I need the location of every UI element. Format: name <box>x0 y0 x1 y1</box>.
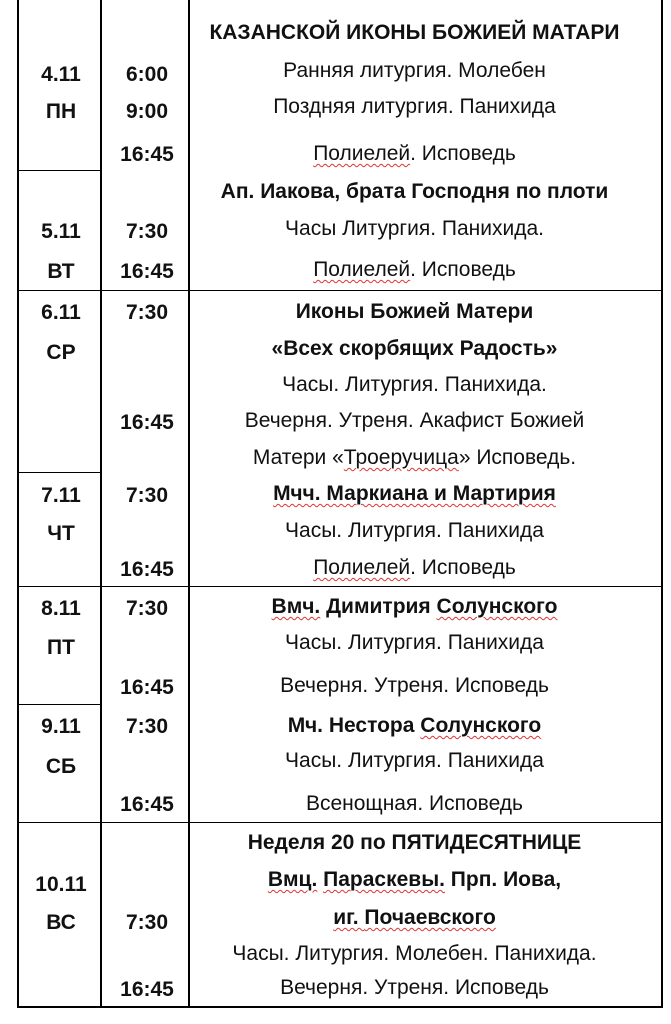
row-divider <box>17 822 663 823</box>
service-time: 16:45 <box>120 978 174 1001</box>
day-date: 10.11 <box>35 873 87 896</box>
feast-title <box>192 713 637 739</box>
service-time: 6:00 <box>125 63 169 86</box>
day-weekday: СБ <box>45 755 77 778</box>
day-date: 4.11 <box>41 63 81 86</box>
feast-title <box>192 594 637 620</box>
text-segment: Прп. Иова, <box>444 868 562 891</box>
feast-title <box>192 867 637 893</box>
service-time: 16:45 <box>120 260 174 283</box>
service-description: Часы. Литургия. Панихида. <box>282 373 547 396</box>
text-segment: Мч. Нестора <box>287 714 421 737</box>
day-weekday: ПТ <box>47 636 75 659</box>
table-right-border <box>661 0 663 1008</box>
row-divider <box>17 472 101 473</box>
text-segment: Вмч. <box>271 595 321 618</box>
service-time: 16:45 <box>120 676 174 699</box>
service-time: 16:45 <box>120 411 174 434</box>
page-title: КАЗАНСКОЙ ИКОНЫ БОЖИЕЙ МАТАРИ <box>209 21 620 44</box>
row-divider <box>17 290 663 291</box>
service-description <box>192 445 637 471</box>
service-description: Вечерня. Утреня. Исповедь <box>280 976 549 999</box>
table-bottom-border <box>17 1006 663 1008</box>
text-segment: » Исповедь. <box>458 446 577 469</box>
service-description: Поздняя литургия. Панихида <box>273 95 556 118</box>
service-description: Всенощная. Исповедь <box>305 792 524 815</box>
row-divider <box>17 170 101 171</box>
text-segment: Полиелей <box>313 258 411 281</box>
service-description: Ранняя литургия. Молебен <box>283 59 546 82</box>
service-time: 7:30 <box>125 484 169 507</box>
text-segment: Димитрия <box>320 595 437 618</box>
day-date: 9.11 <box>41 715 81 738</box>
service-description: Часы. Литургия. Панихида <box>285 749 544 772</box>
feast-title: «Всех скорбящих Радость» <box>271 337 558 360</box>
service-description <box>192 257 637 283</box>
service-time: 7:30 <box>125 911 169 934</box>
text-segment: Солунского <box>436 595 558 618</box>
day-weekday: ЧТ <box>47 522 75 545</box>
service-time: 16:45 <box>120 793 174 816</box>
text-segment: иг. <box>333 906 365 929</box>
text-segment: Полиелей <box>313 556 411 579</box>
service-time: 7:30 <box>125 597 169 620</box>
text-segment: Почаевского <box>364 906 496 929</box>
service-time: 7:30 <box>125 301 169 324</box>
text-segment: Параскевы. <box>323 868 445 891</box>
feast-title: Мчч. Маркиана и Мартирия <box>273 482 556 505</box>
day-date: 6.11 <box>41 301 81 324</box>
text-segment: . Исповедь <box>410 258 516 281</box>
feast-title <box>192 905 637 931</box>
feast-title: Ап. Иакова, брата Господня по плоти <box>220 180 609 203</box>
service-description: Часы. Литургия. Панихида <box>285 631 544 654</box>
service-description: Часы Литургия. Панихида. <box>285 217 544 240</box>
service-description <box>192 555 637 581</box>
service-time: 9:00 <box>125 100 169 123</box>
day-date: 8.11 <box>41 597 81 620</box>
service-description: Часы. Литургия. Панихида <box>285 519 544 542</box>
row-divider <box>17 586 663 587</box>
day-date: 5.11 <box>41 220 81 243</box>
service-description: Часы. Литургия. Молебен. Панихида. <box>232 942 597 965</box>
service-time: 16:45 <box>120 143 174 166</box>
day-weekday: ПН <box>45 100 77 123</box>
service-description <box>192 141 637 167</box>
text-segment: Солунского <box>420 714 542 737</box>
row-divider <box>17 704 101 705</box>
day-weekday: СР <box>46 341 76 364</box>
service-time: 7:30 <box>125 715 169 738</box>
service-description: Вечерня. Утреня. Акафист Божией <box>244 409 585 432</box>
text-segment: . Исповедь <box>410 142 516 165</box>
text-segment: Полиелей <box>313 142 411 165</box>
text-segment: Матери « <box>252 446 344 469</box>
day-weekday: ВС <box>46 911 76 934</box>
table-left-border <box>17 0 19 1008</box>
text-segment: Вмц. <box>267 868 318 891</box>
text-segment: Троеручица <box>343 446 459 469</box>
service-time: 16:45 <box>120 558 174 581</box>
service-time: 7:30 <box>125 220 169 243</box>
text-segment: . Исповедь <box>410 556 516 579</box>
day-date: 7.11 <box>41 484 81 507</box>
day-weekday: ВТ <box>47 260 75 283</box>
service-description: Вечерня. Утреня. Исповедь <box>280 674 549 697</box>
feast-title: Иконы Божией Матери <box>295 300 534 323</box>
feast-title: Неделя 20 по ПЯТИДЕСЯТНИЦЕ <box>247 831 582 854</box>
